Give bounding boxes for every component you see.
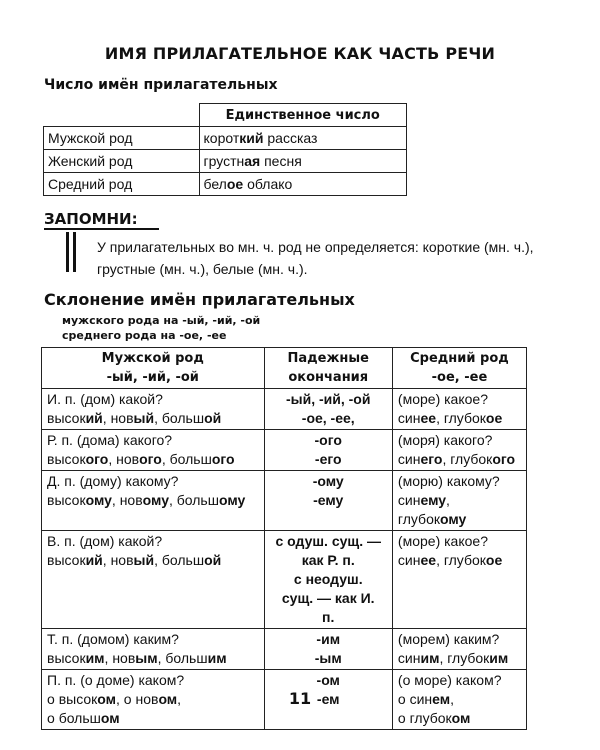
table-row xyxy=(42,531,527,629)
remember-bar-right xyxy=(73,232,76,272)
example-cell: грустная песня xyxy=(199,150,407,173)
declension-subtitle-2: среднего рода на -ое, -ее xyxy=(62,329,227,342)
example-cell: короткий рассказ xyxy=(199,127,407,150)
gender-cell: Мужской род xyxy=(44,127,200,150)
table-row xyxy=(44,173,407,196)
neuter-cell: (о море) каком? о синем, о глубоком xyxy=(392,670,526,730)
singular-header: Единственное число xyxy=(199,104,407,127)
neuter-header: Средний род -ое, -ее xyxy=(392,348,526,389)
neuter-cell: (море) какое? синее, глубокое xyxy=(392,389,526,430)
masculine-cell: П. п. (о доме) каком? о высоком, о новом, о большом xyxy=(42,670,265,730)
declension-heading: Склонение имён прилагательных xyxy=(44,290,355,309)
table-row xyxy=(42,430,527,471)
table-row xyxy=(44,127,407,150)
ending-cell: с одуш. сущ. — как Р. п. с неодуш. сущ. — как И. п. xyxy=(264,531,392,629)
masculine-header: Мужской род -ый, -ий, -ой xyxy=(42,348,265,389)
page-title: ИМЯ ПРИЛАГАТЕЛЬНОЕ КАК ЧАСТЬ РЕЧИ xyxy=(104,44,496,63)
table-row xyxy=(42,629,527,670)
header-row xyxy=(42,348,527,389)
table-row xyxy=(44,150,407,173)
declension-table xyxy=(41,347,527,730)
table-row xyxy=(42,389,527,430)
ending-cell: -им -ым xyxy=(264,629,392,670)
ending-cell: -ому -ему xyxy=(264,471,392,531)
neuter-cell: (морем) каким? синим, глубоким xyxy=(392,629,526,670)
ending-cell: -ого -его xyxy=(264,430,392,471)
neuter-cell: (моря) какого? синего, глубокого xyxy=(392,430,526,471)
remember-note: У прилагательных во мн. ч. род не определяется: короткие (мн. ч.), грустные (мн. ч.), белые (мн. ч.). xyxy=(97,239,534,277)
number-table-corner xyxy=(44,104,200,127)
neuter-cell: (море) какое? синее, глубокое xyxy=(392,531,526,629)
number-table xyxy=(43,103,407,196)
masculine-cell: Т. п. (домом) каким? высоким, новым, большим xyxy=(42,629,265,670)
table-row xyxy=(42,471,527,531)
remember-bar-left xyxy=(66,232,69,272)
masculine-cell: В. п. (дом) какой? высокий, новый, большой xyxy=(42,531,265,629)
example-cell: белое облако xyxy=(199,173,407,196)
remember-heading: ЗАПОМНИ: xyxy=(44,210,138,228)
endings-header: Падежные окончания xyxy=(264,348,392,389)
gender-cell: Средний род xyxy=(44,173,200,196)
ending-cell: -ом -ем xyxy=(264,670,392,730)
masculine-cell: И. п. (дом) какой? высокий, новый, большой xyxy=(42,389,265,430)
page-number: 11 xyxy=(288,689,312,708)
masculine-cell: Д. п. (дому) какому? высокому, новому, большому xyxy=(42,471,265,531)
neuter-cell: (морю) какому? синему, глубокому xyxy=(392,471,526,531)
ending-cell: -ый, -ий, -ой -ое, -ее, xyxy=(264,389,392,430)
gender-cell: Женский род xyxy=(44,150,200,173)
masculine-cell: Р. п. (дома) какого? высокого, нового, большого xyxy=(42,430,265,471)
number-section-heading: Число имён прилагательных xyxy=(44,77,278,93)
remember-underline xyxy=(44,228,159,230)
declension-subtitle-1: мужского рода на -ый, -ий, -ой xyxy=(62,314,261,327)
